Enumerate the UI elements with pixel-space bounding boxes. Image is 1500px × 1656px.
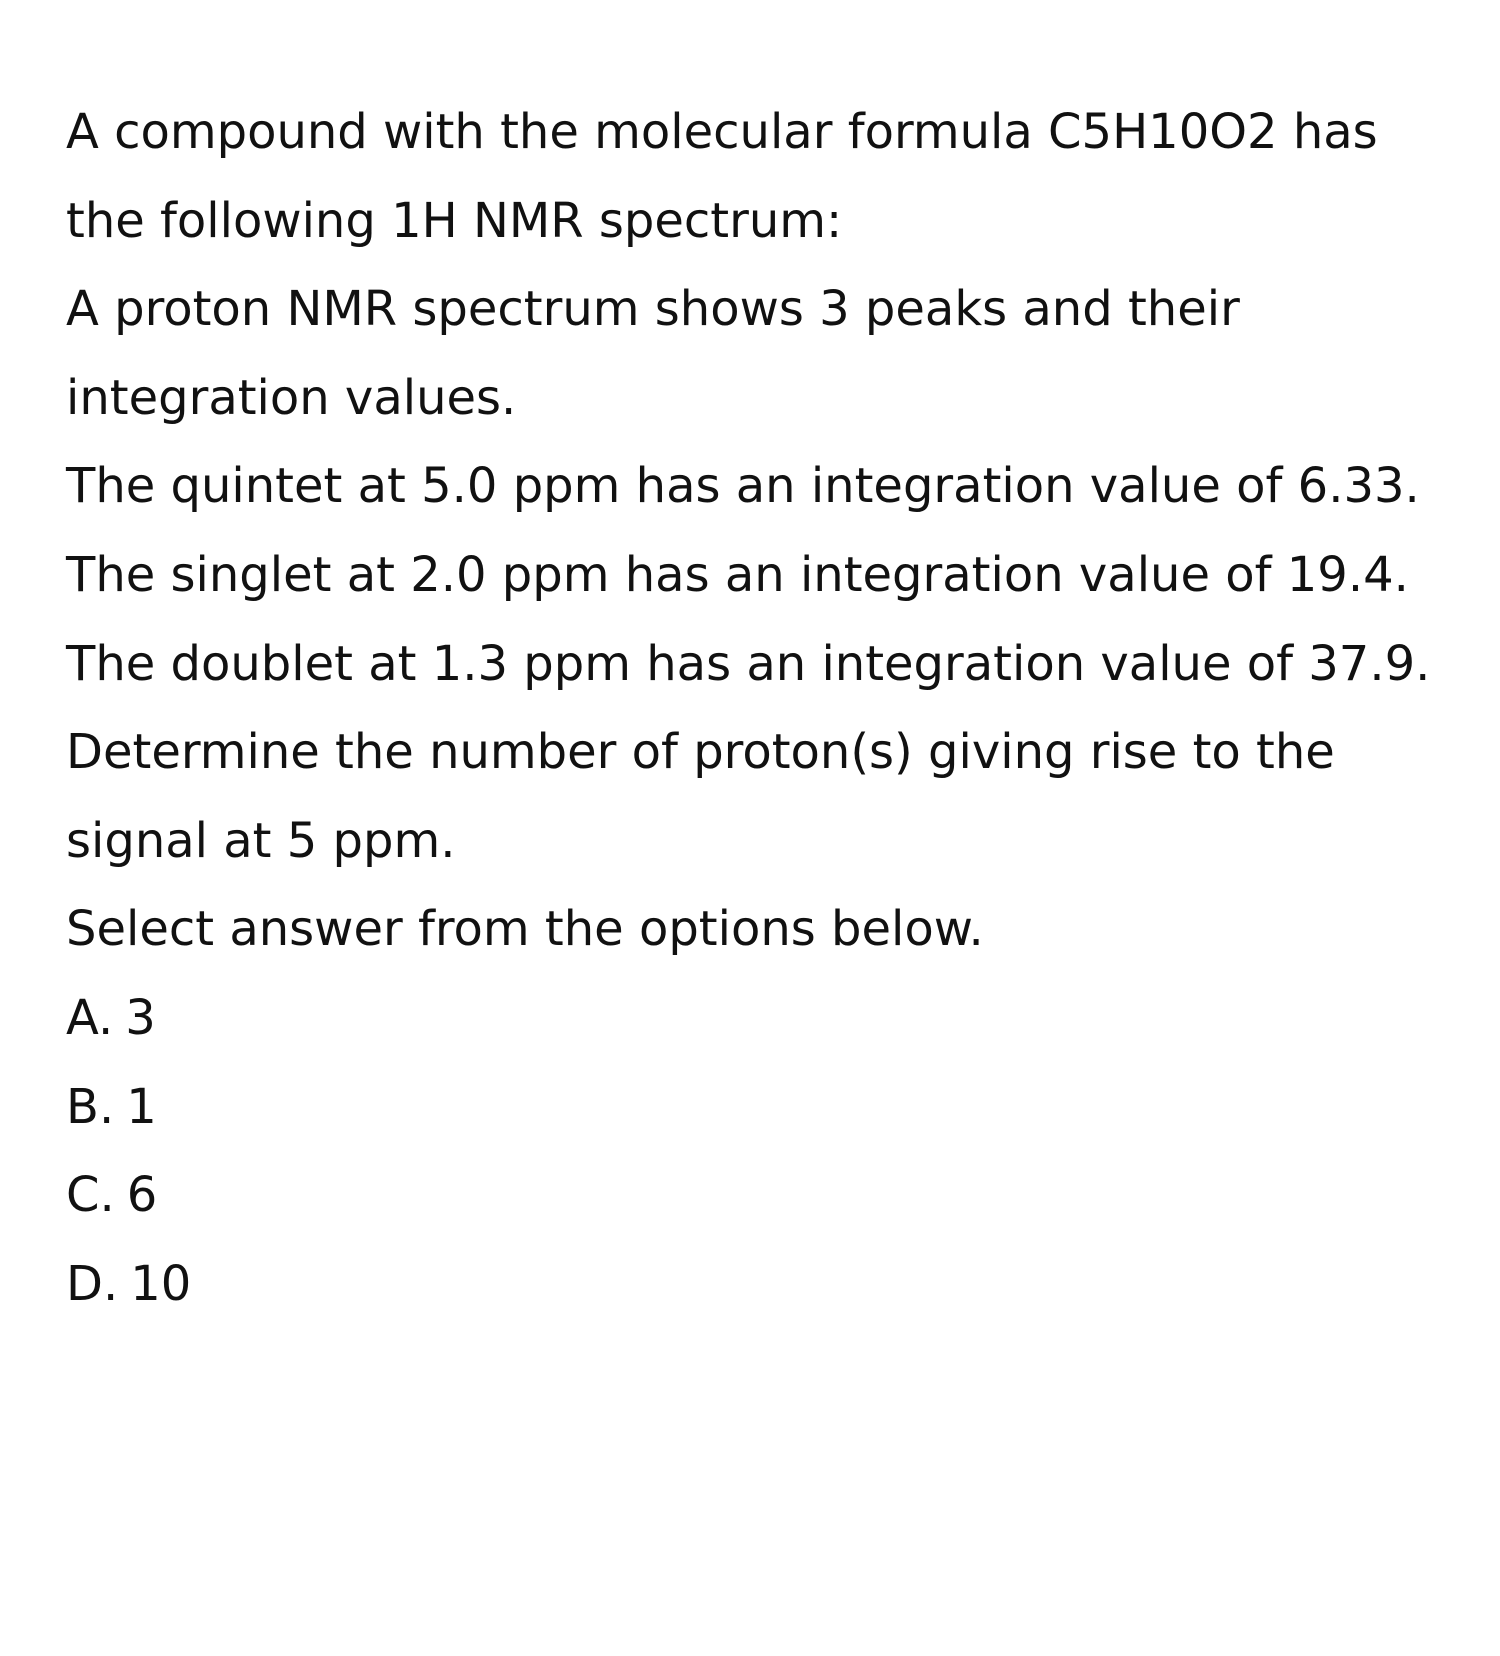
option-d[interactable] xyxy=(66,1240,1466,1329)
peak-quintet: The quintet at 5.0 ppm has an integration value of 6.33. xyxy=(66,458,1420,515)
option-text: 10 xyxy=(130,1255,192,1312)
question-intro: A compound with the molecular formula C5H10O2 has the following 1H NMR spectrum: xyxy=(66,104,1378,249)
spectrum-summary: A proton NMR spectrum shows 3 peaks and their integration values. xyxy=(66,281,1240,426)
option-letter: D . xyxy=(66,1256,118,1312)
option-text: 1 xyxy=(126,1078,157,1135)
peak-doublet: The doublet at 1.3 ppm has an integration value of 37.9. xyxy=(66,635,1431,692)
question-prompt: Determine the number of proton(s) giving rise to the signal at 5 ppm. xyxy=(66,724,1335,869)
answer-instruction: Select answer from the options below. xyxy=(66,901,984,958)
answer-options xyxy=(66,974,1466,1328)
option-c[interactable] xyxy=(66,1151,1466,1240)
option-letter: C . xyxy=(66,1167,115,1223)
option-letter: A . xyxy=(66,990,113,1046)
option-text: 3 xyxy=(125,989,156,1046)
question-document xyxy=(66,88,1466,1328)
option-b[interactable] xyxy=(66,1063,1466,1152)
peak-singlet: The singlet at 2.0 ppm has an integration value of 19.4. xyxy=(66,546,1409,603)
option-letter: B . xyxy=(66,1079,114,1135)
option-a[interactable] xyxy=(66,974,1466,1063)
option-text: 6 xyxy=(126,1167,158,1224)
